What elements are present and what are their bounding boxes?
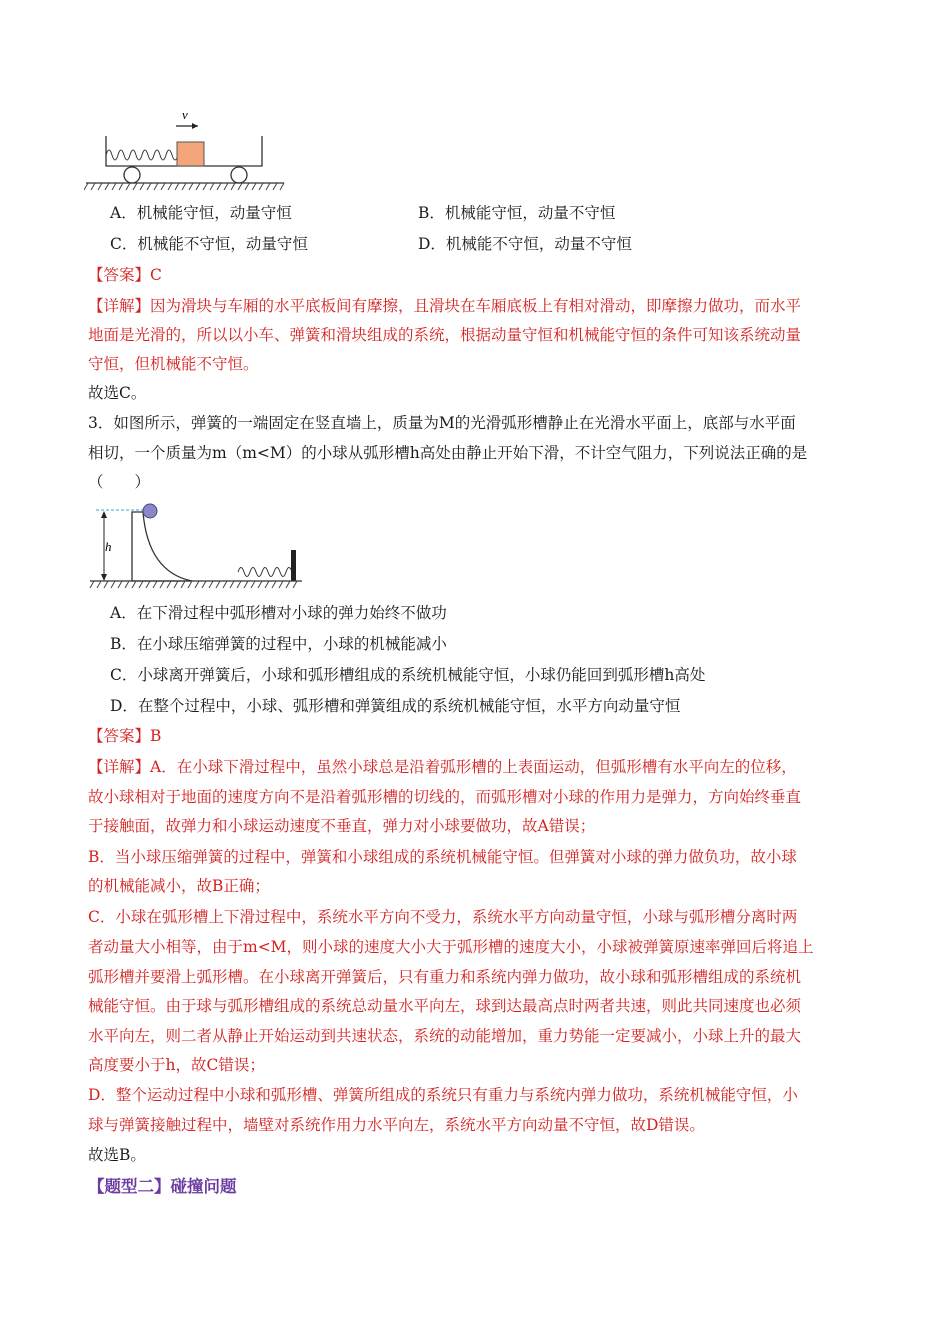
q2-answer-value: C [150,266,162,284]
q2-option-a[interactable]: A．机械能守恒，动量守恒 [110,204,292,222]
q3-answer [88,726,161,746]
spring-coil-2 [238,568,295,577]
q3-stem-line-1: 3．如图所示，弹簧的一端固定在竖直墙上，质量为M的光滑弧形槽静止在光滑水平面上，底部与水平面 [88,414,796,432]
q3-stem-line-3: （ ） [88,473,151,491]
sliding-block [177,142,204,166]
q3-detail-line-7: 者动量大小相等，由于m<M，则小球的速度大小大于弧形槽的速度大小，小球被弹簧原速率弹回后将追上 [88,938,814,956]
spring-coil [106,150,188,160]
q3-answer-value: B [150,727,162,745]
q3-option-b[interactable]: B．在小球压缩弹簧的过程中，小球的机械能减小 [110,635,447,653]
q2-detail-line-3: 守恒，但机械能不守恒。 [88,355,259,373]
q2-conclusion: 故选C。 [88,384,147,402]
ball [143,504,157,518]
velocity-label: v [182,108,188,122]
q3-detail-line-13: 球与弹簧接触过程中，墙壁对系统作用力水平向左，系统水平方向动量不守恒，故D错误。 [88,1116,705,1134]
wheel-left [124,167,140,183]
q2-detail-tag: 【详解】 [88,297,151,315]
q3-detail-line-9: 械能守恒。由于球与弧形槽组成的系统总动量水平向左，球到达最高点时两者共速，则此共同速度也必须 [88,997,802,1015]
q3-detail-line-11: 高度要小于h，故C错误； [88,1056,265,1074]
q3-detail-tag: 【详解】 [88,758,151,776]
q2-option-c[interactable]: C．机械能不守恒，动量守恒 [110,235,308,253]
wheel-right [231,167,247,183]
q3-option-d[interactable]: D．在整个过程中，小球、弧形槽和弹簧组成的系统机械能守恒，水平方向动量守恒 [110,697,681,715]
q3-answer-tag: 【答案】 [88,727,151,745]
section-tag: 【题型二】 [88,1177,171,1196]
q3-detail-line-6: C．小球在弧形槽上下滑过程中，系统水平方向不受力，系统水平方向动量守恒，小球与弧形槽分离时两 [88,908,798,926]
cart-spring-block-figure [84,108,294,193]
section-heading [88,1177,237,1197]
wall [291,550,296,581]
q3-detail-line-10: 水平向左，则二者从静止开始运动到共速状态，系统的动能增加，重力势能一定要减小，小球上升的最大 [88,1027,802,1045]
q2-answer-tag: 【答案】 [88,266,151,284]
q2-detail-line-2: 地面是光滑的，所以以小车、弹簧和滑块组成的系统，根据动量守恒和机械能守恒的条件可知该系统动量 [88,326,802,344]
arc-groove [132,512,192,581]
q2-detail-line-1: 【详解】因为滑块与车厢的水平底板间有摩擦，且滑块在车厢底板上有相对滑动，即摩擦力做功，而水平 [88,297,802,315]
q3-option-a[interactable]: A．在下滑过程中弧形槽对小球的弹力始终不做功 [110,604,447,622]
q3-detail-line-1: 【详解】A．在小球下滑过程中，虽然小球总是沿着弧形槽的上表面运动，但弧形槽有水平向左的位移， [88,758,797,776]
q2-answer [88,265,162,285]
q3-detail-line-8: 弧形槽并要滑上弧形槽。在小球离开弹簧后，只有重力和系统内弹力做功，故小球和弧形槽组成的系统机 [88,968,802,986]
q3-detail-line-3: 于接触面，故弹力和小球运动速度不垂直，弹力对小球要做功，故A错误； [88,817,596,835]
q3-conclusion: 故选B。 [88,1146,146,1164]
arc-groove-ball-figure [88,500,308,592]
q3-detail-line-4: B．当小球压缩弹簧的过程中，弹簧和小球组成的系统机械能守恒。但弹簧对小球的弹力做负功，故小球 [88,848,797,866]
q3-detail-line-2: 故小球相对于地面的速度方向不是沿着弧形槽的切线的，而弧形槽对小球的作用力是弹力，方向始终垂直 [88,788,802,806]
q2-option-b[interactable]: B．机械能守恒，动量不守恒 [418,204,616,222]
q3-option-c[interactable]: C．小球离开弹簧后，小球和弧形槽组成的系统机械能守恒，小球仍能回到弧形槽h高处 [110,666,706,684]
section-title: 碰撞问题 [170,1177,237,1196]
q2-option-d[interactable]: D．机械能不守恒，动量不守恒 [418,235,632,253]
height-label: h [105,539,112,554]
q3-detail-line-12: D．整个运动过程中小球和弧形槽、弹簧所组成的系统只有重力与系统内弹力做功，系统机械能守恒，小 [88,1086,798,1104]
q3-stem-line-2: 相切，一个质量为m（m<M）的小球从弧形槽h高处由静止开始下滑，不计空气阻力，下列说法正确的是 [88,444,808,462]
q3-detail-line-5: 的机械能减小，故B正确； [88,877,270,895]
